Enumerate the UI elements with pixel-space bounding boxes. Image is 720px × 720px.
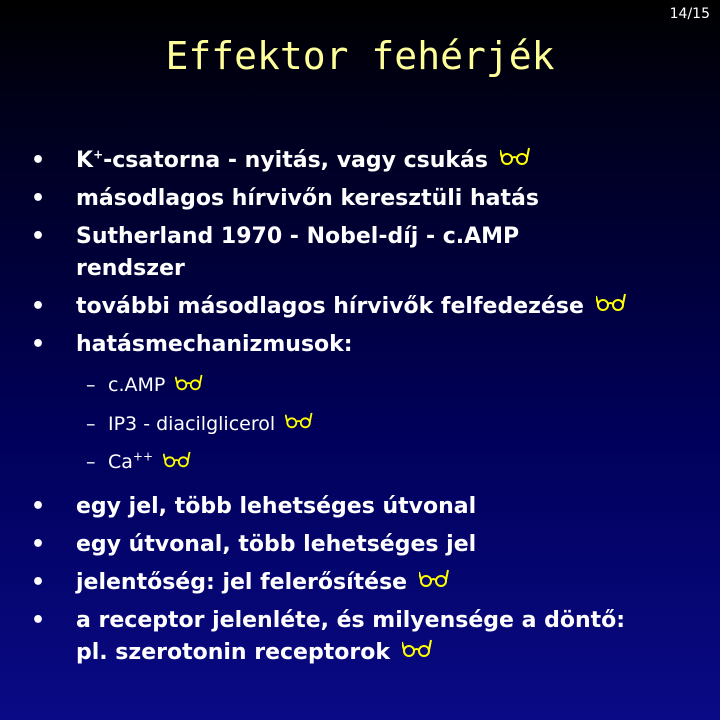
bullet-item <box>28 326 708 364</box>
bullet-text: Sutherland 1970 - Nobel-díj - c.AMP rendszer <box>76 224 520 281</box>
glasses-icon[interactable] <box>419 567 449 599</box>
bullet-text-part: a receptor jelenléte, és milyensége a döntő: pl. szerotonin receptorok <box>76 607 626 665</box>
sub-bullet-text: c.AMP <box>108 374 166 396</box>
bullet-item <box>28 564 708 602</box>
bullet-text-part: jelentőség: jel felerősítése <box>76 569 408 595</box>
bullet-dot: • <box>30 224 46 249</box>
bullet-text <box>76 142 708 180</box>
slide-title: Effektor fehérjék <box>165 34 555 78</box>
sub-bullet-text-part: Ca <box>108 451 133 473</box>
sub-bullet-dash: – <box>86 451 96 473</box>
bullet-dot: • <box>30 294 46 319</box>
bullet-dot: • <box>30 531 46 557</box>
bullet-item <box>28 526 708 564</box>
bullet-text <box>76 288 708 326</box>
glasses-icon[interactable] <box>596 291 626 323</box>
bullet-dot: • <box>30 607 46 633</box>
bullet-item <box>28 180 708 218</box>
bullet-dot: • <box>30 332 46 357</box>
bullet-text: másodlagos hírvivőn keresztüli hatás <box>76 186 539 211</box>
sub-bullet-dash: – <box>86 412 96 435</box>
bullet-text <box>76 602 636 672</box>
glasses-icon[interactable] <box>163 444 191 482</box>
glasses-icon[interactable] <box>500 145 530 177</box>
bullet-text-part: K <box>76 148 94 173</box>
bullet-item <box>28 142 708 180</box>
sub-bullet-item <box>28 405 708 444</box>
page-number: 14/15 <box>669 6 710 22</box>
sub-bullet-text: IP3 - diacilglicerol <box>108 412 276 435</box>
bullet-dot: • <box>30 148 46 173</box>
sub-bullet-item <box>28 443 708 482</box>
bullet-list <box>28 142 708 672</box>
bullet-item <box>28 488 708 526</box>
bullet-text-part: további másodlagos hírvivők felfedezése <box>76 294 584 319</box>
glasses-icon[interactable] <box>402 637 432 669</box>
superscript: + <box>93 147 104 162</box>
superscript: ++ <box>132 449 154 464</box>
sub-bullet-item <box>28 366 708 405</box>
glasses-icon[interactable] <box>285 405 313 443</box>
bullet-dot: • <box>30 186 46 211</box>
sub-bullet-list <box>28 366 708 482</box>
glasses-icon[interactable] <box>175 367 203 405</box>
bullet-text <box>76 564 708 602</box>
bullet-dot: • <box>30 569 46 595</box>
bullet-text-part: -csatorna - nyitás, vagy csukás <box>103 148 488 173</box>
sub-bullet-text <box>108 451 153 473</box>
bullet-text: egy útvonal, több lehetséges jel <box>76 531 477 557</box>
bullet-text: egy jel, több lehetséges útvonal <box>76 493 477 519</box>
bullet-item <box>28 218 708 288</box>
bullet-dot: • <box>30 493 46 519</box>
sub-bullet-dash: – <box>86 374 96 396</box>
bullet-text: hatásmechanizmusok: <box>76 332 353 357</box>
bullet-item <box>28 288 708 326</box>
bullet-item <box>28 602 708 672</box>
